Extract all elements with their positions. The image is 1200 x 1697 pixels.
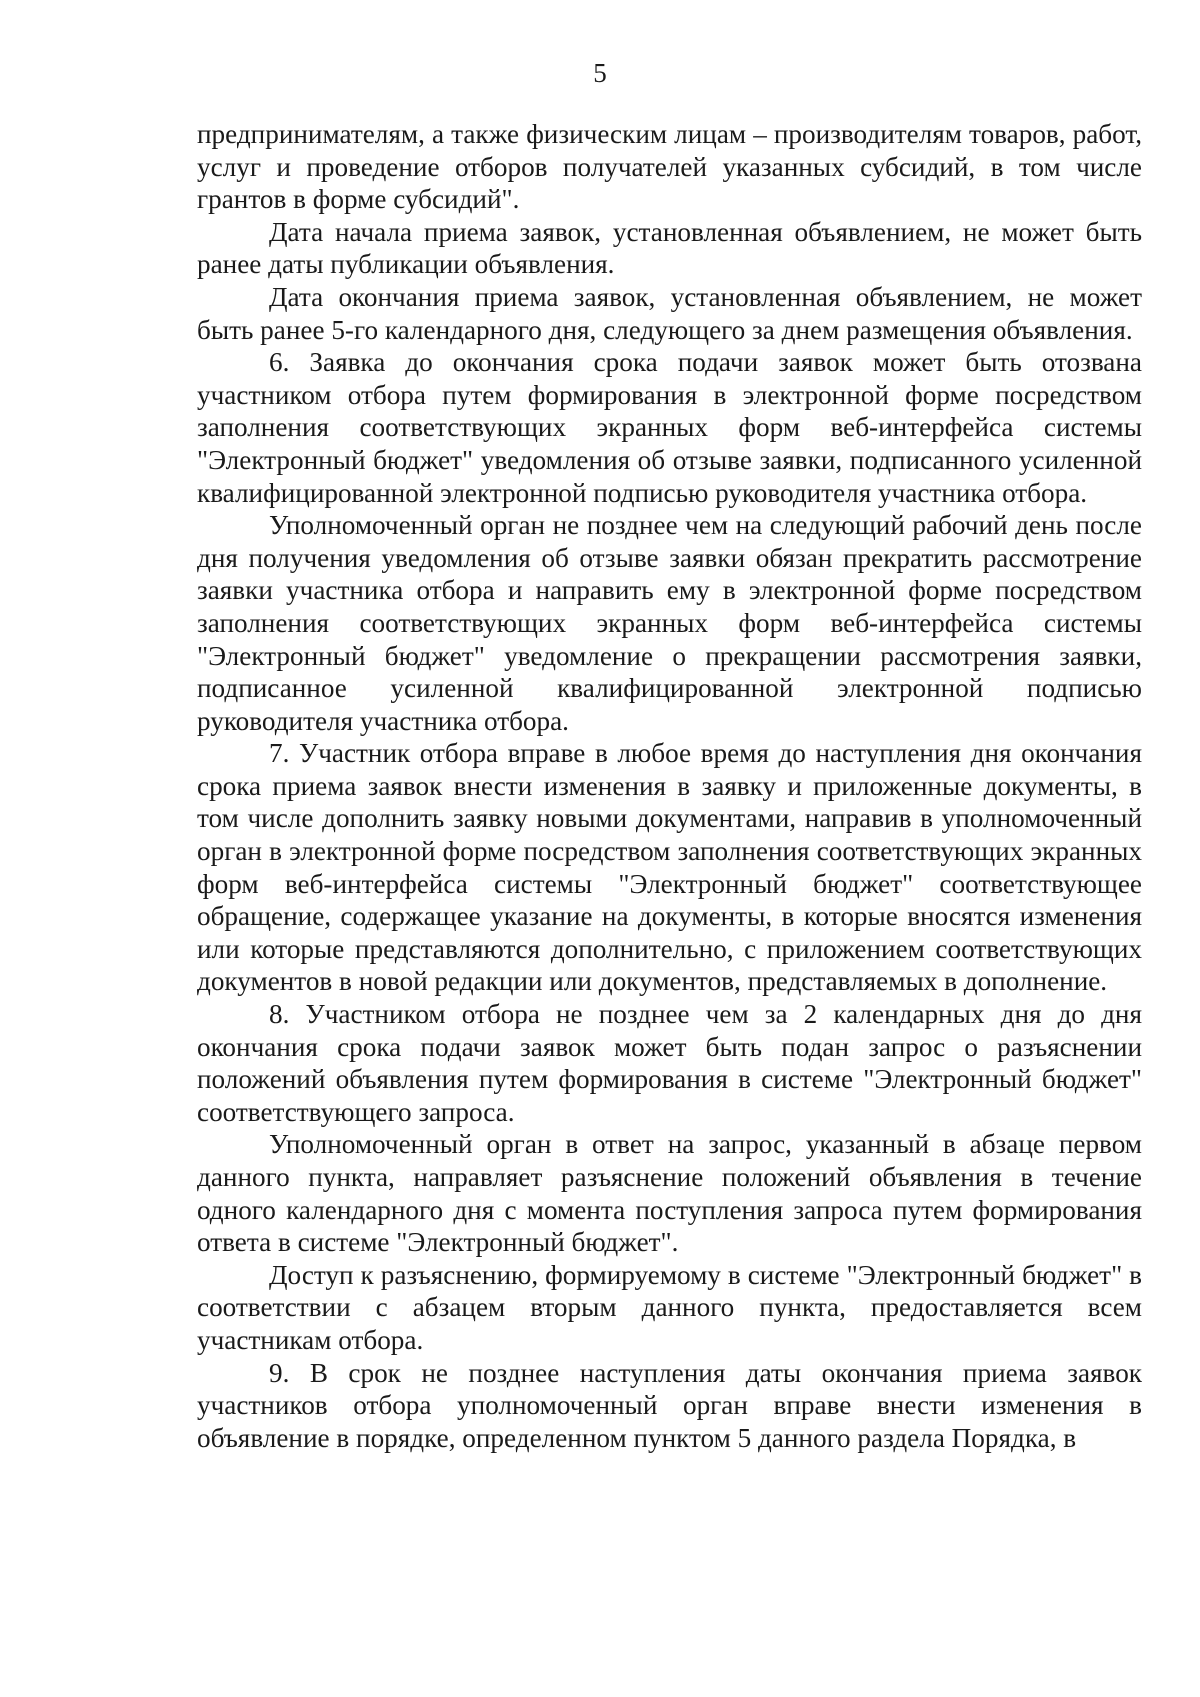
paragraph-end-date: Дата окончания приема заявок, установленная объявлением, не может быть ранее 5-го календарного дня, следующего за днем размещения объявления. xyxy=(197,281,1142,345)
paragraph-item-7: 7. Участник отбора вправе в любое время до наступления дня окончания срока приема заявок внести изменения в заявку и приложенные документы, в том числе дополнить заявку новыми документами, направив в уполномоченный орган в электронной форме посредством заполнения соответствующих экранных форм веб-интерфейса системы "Электронный бюджет" соответствующее обращение, содержащее указание на документы, в которые вносятся изменения или которые представляются дополнительно, с приложением соответствующих документов в новой редакции или документов, представляемых в дополнение. xyxy=(197,738,1142,997)
paragraph-item-6: 6. Заявка до окончания срока подачи заявок может быть отозвана участником отбора путем формирования в электронной форме посредством заполнения соответствующих экранных форм веб-интерфейса системы "Электронный бюджет" уведомления об отзыве заявки, подписанного усиленной квалифицированной электронной подписью руководителя участника отбора. xyxy=(197,347,1142,508)
page-number: 5 xyxy=(593,58,607,88)
paragraph-start-date: Дата начала приема заявок, установленная объявлением, не может быть ранее даты публикации объявления. xyxy=(197,216,1142,280)
paragraph-item-6-authority: Уполномоченный орган не позднее чем на следующий рабочий день после дня получения уведомления об отзыве заявки обязан прекратить рассмотрение заявки участника отбора и направить ему в электронной форме посредством заполнения соответствующих экранных форм веб-интерфейса системы "Электронный бюджет" уведомление о прекращении рассмотрения заявки, подписанное усиленной квалифицированной электронной подписью руководителя участника отбора. xyxy=(197,510,1142,736)
document-body xyxy=(197,118,1142,1454)
paragraph-item-8-access: Доступ к разъяснению, формируемому в системе "Электронный бюджет" в соответствии с абзацем вторым данного пункта, предоставляется всем участникам отбора. xyxy=(197,1259,1142,1355)
paragraph-item-8-response: Уполномоченный орган в ответ на запрос, указанный в абзаце первом данного пункта, направляет разъяснение положений объявления в течение одного календарного дня с момента поступления запроса путем формирования ответа в системе "Электронный бюджет". xyxy=(197,1129,1142,1258)
paragraph-item-9: 9. В срок не позднее наступления даты окончания приема заявок участников отбора уполномоченный орган вправе внести изменения в объявление в порядке, определенном пунктом 5 данного раздела Порядка, в xyxy=(197,1357,1142,1453)
paragraph-item-8: 8. Участником отбора не позднее чем за 2 календарных дня до дня окончания срока подачи заявок может быть подан запрос о разъяснении положений объявления путем формирования в системе "Электронный бюджет" соответствующего запроса. xyxy=(197,999,1142,1127)
paragraph-continuation: предпринимателям, а также физическим лицам – производителям товаров, работ, услуг и проведение отборов получателей указанных субсидий, в том числе грантов в форме субсидий". xyxy=(197,119,1142,215)
